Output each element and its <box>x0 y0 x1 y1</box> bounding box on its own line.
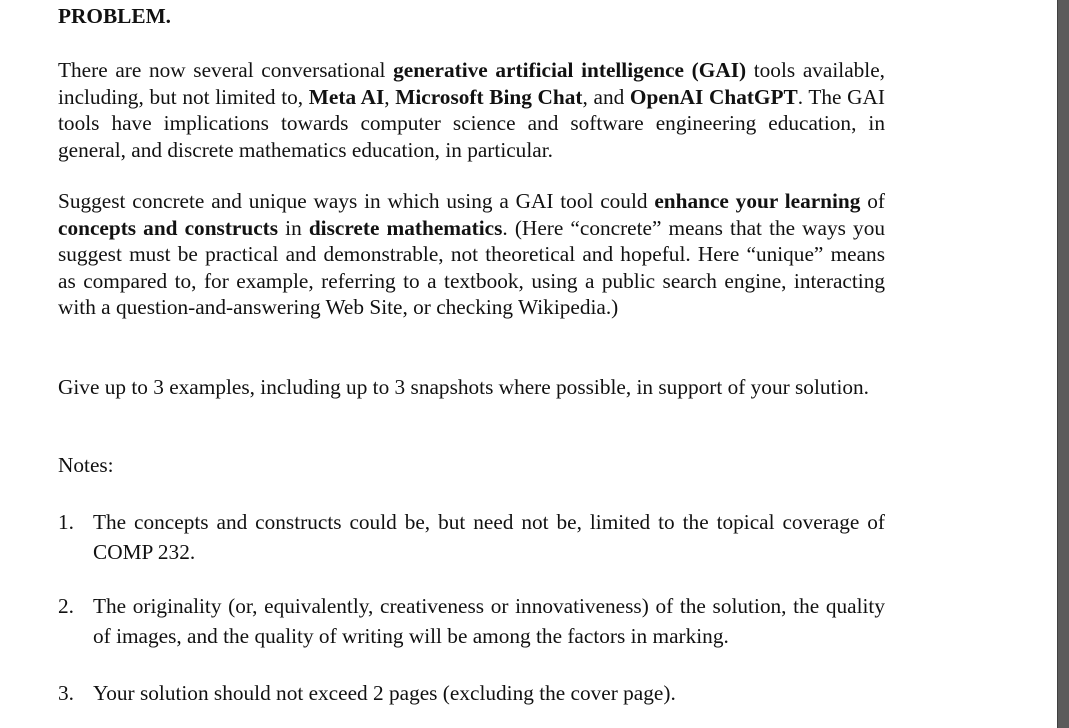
task-text-2: of <box>860 189 885 213</box>
note-number: 3. <box>58 681 74 705</box>
note-number: 1. <box>58 510 74 534</box>
task-bold-discrete-math: discrete mathematics <box>308 215 503 240</box>
task-text-3: in <box>278 215 309 240</box>
problem-heading: PROBLEM. <box>58 4 171 28</box>
intro-text-3: , <box>384 84 396 109</box>
note-text: Your solution should not exceed 2 pages (excluding the cover page). <box>93 681 676 705</box>
intro-paragraph <box>58 57 885 163</box>
intro-bold-bing-chat: Microsoft Bing Chat <box>395 84 583 109</box>
task-bold-enhance: enhance your learning <box>654 189 861 213</box>
examples-paragraph: Give up to 3 examples, including up to 3 snapshots where possible, in support of your solution. <box>58 375 869 399</box>
intro-text-5: . The GAI tools have implications towards computer science and software engineering education, in general, and discrete mathematics education, in particular. <box>58 84 885 162</box>
note-text: The concepts and constructs could be, but need not be, limited to the topical coverage of COMP 232. <box>93 510 885 564</box>
note-text: The originality (or, equivalently, creativeness or innovativeness) of the solution, the quality of images, and the quality of writing will be among the factors in marking. <box>93 594 885 648</box>
task-bold-concepts: concepts and constructs <box>58 215 279 240</box>
intro-text-1: There are now several conversational <box>58 58 394 82</box>
intro-bold-meta-ai: Meta AI <box>308 84 385 109</box>
intro-text-2: tools available, including, but not limited to, <box>58 58 885 109</box>
intro-bold-chatgpt: OpenAI ChatGPT <box>629 84 798 109</box>
task-paragraph <box>58 188 885 321</box>
intro-bold-gai: generative artificial intelligence (GAI) <box>393 58 747 82</box>
intro-text-4: , and <box>582 84 630 109</box>
viewer-scrollbar[interactable] <box>1057 0 1069 728</box>
task-text-1: Suggest concrete and unique ways in which using a GAI tool could <box>58 189 655 213</box>
task-text-4: . (Here “concrete” means that the ways you suggest must be practical and demonstrable, not theoretical and hopeful. Here “unique” means as compared to, for example, referring to a textbook, using a public search engine, interacting with a question-and-answering Web Site, or checking Wikipedia.) <box>58 215 885 319</box>
note-number: 2. <box>58 594 74 618</box>
notes-label: Notes: <box>58 453 114 477</box>
